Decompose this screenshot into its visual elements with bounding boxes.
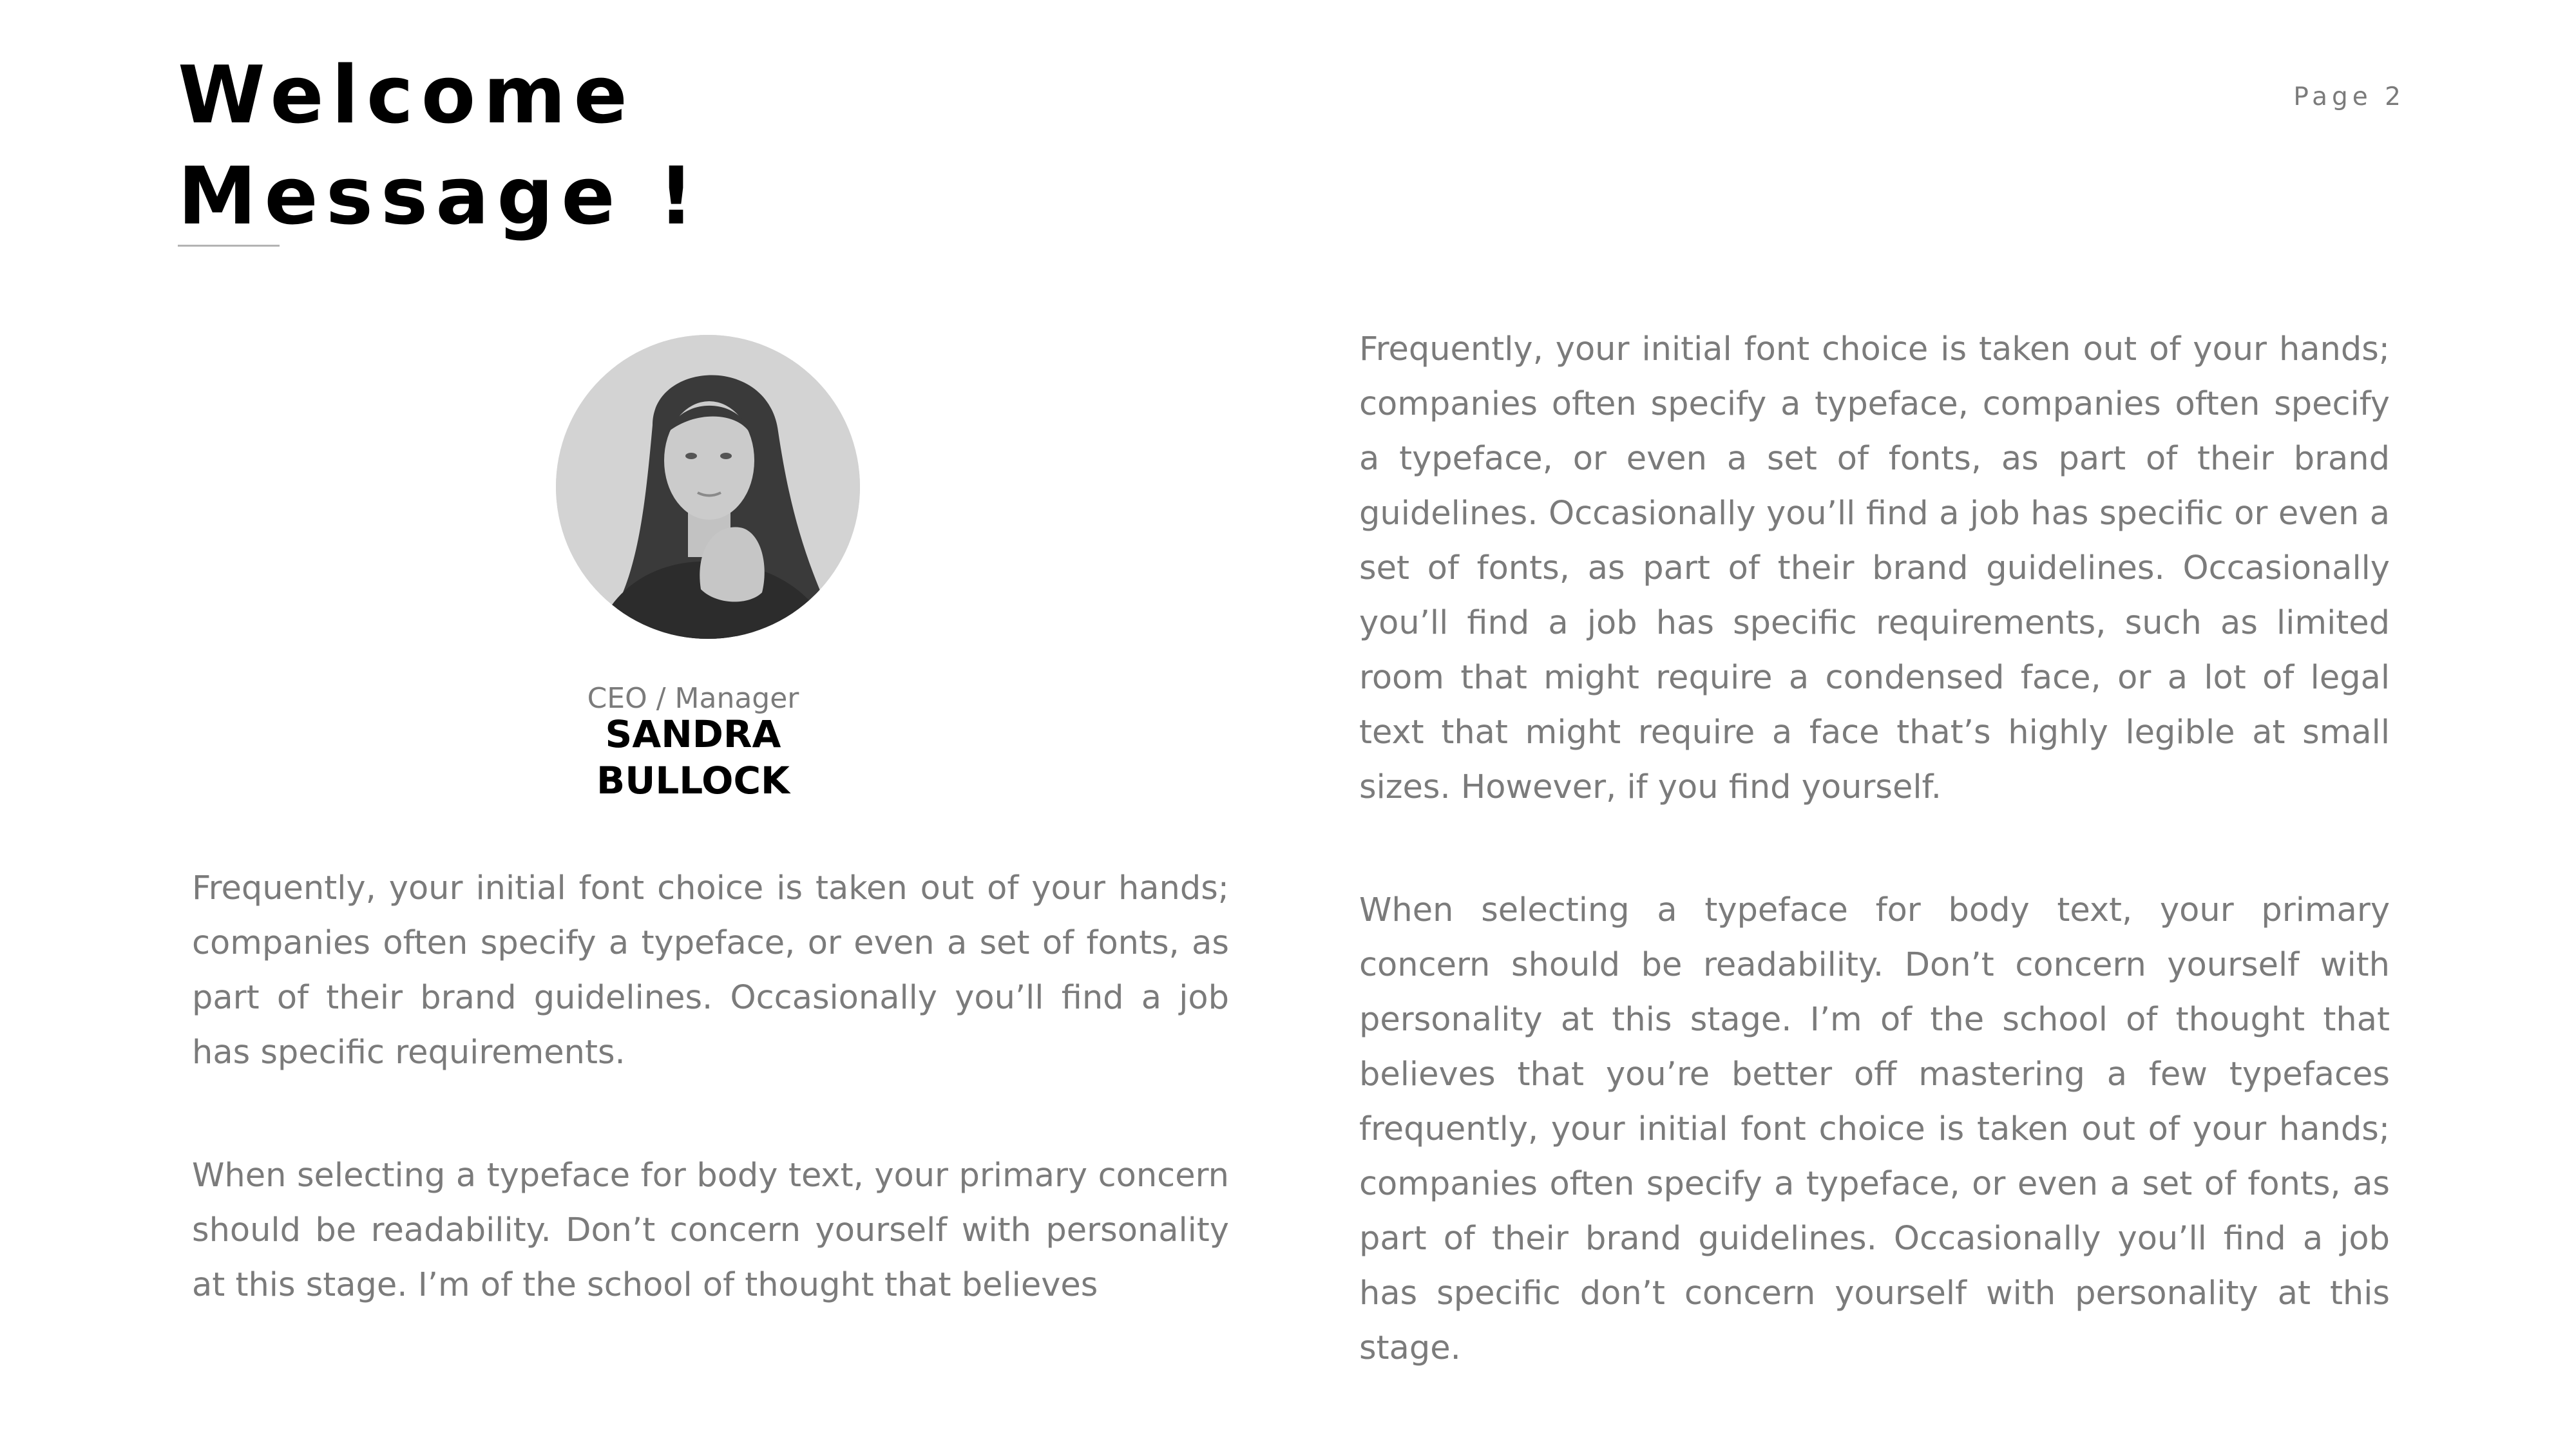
profile-name-last: BULLOCK bbox=[596, 759, 790, 802]
profile-name-first: SANDRA bbox=[605, 712, 781, 756]
profile-name bbox=[435, 711, 951, 804]
page-title bbox=[178, 45, 702, 247]
right-paragraph-2: When selecting a typeface for body text, your primary concern should be readability. Don’t concern yourself with personality at this stage. I’m of the school of thought that believes that you’re better off mastering a few typefaces frequently, your initial font choice is taken out of your hands; companies often specify a typeface, or even a set of fonts, as part of their brand guidelines. Occasionally you’ll find a job has specific don’t concern yourself with personality at this stage. bbox=[1359, 891, 2390, 1367]
left-paragraph-1: Frequently, your initial font choice is taken out of your hands; companies often specify a typeface, or even a set of fonts, as part of their brand guidelines. Occasionally you’ll find a job has specific requirements. bbox=[192, 869, 1229, 1072]
profile-role: CEO / Manager bbox=[587, 682, 799, 715]
page-title-line-1: Welcome bbox=[178, 50, 635, 142]
page-number: Page 2 bbox=[2293, 82, 2405, 111]
left-paragraph-2: When selecting a typeface for body text, your primary concern should be readability. Don’t concern yourself with personality at this stage. I’m of the school of thought that believes bbox=[192, 1157, 1229, 1304]
title-underline-divider bbox=[178, 245, 280, 247]
page-title-line-2: Message ! bbox=[178, 151, 702, 243]
right-paragraph-1: Frequently, your initial font choice is taken out of your hands; companies often specify a typeface, companies often specify a typeface, or even a set of fonts, as part of their brand guidelines. Occasionally you’ll find a job has specific or even a set of fonts, as part of their brand guidelines. Occasionally you’ll find a job has specific requirements, such as limited room that might require a condensed face, or a lot of legal text that might require a face that’s highly legible at small sizes. However, if you find yourself. bbox=[1359, 330, 2390, 806]
portrait-photo-icon bbox=[556, 335, 860, 639]
